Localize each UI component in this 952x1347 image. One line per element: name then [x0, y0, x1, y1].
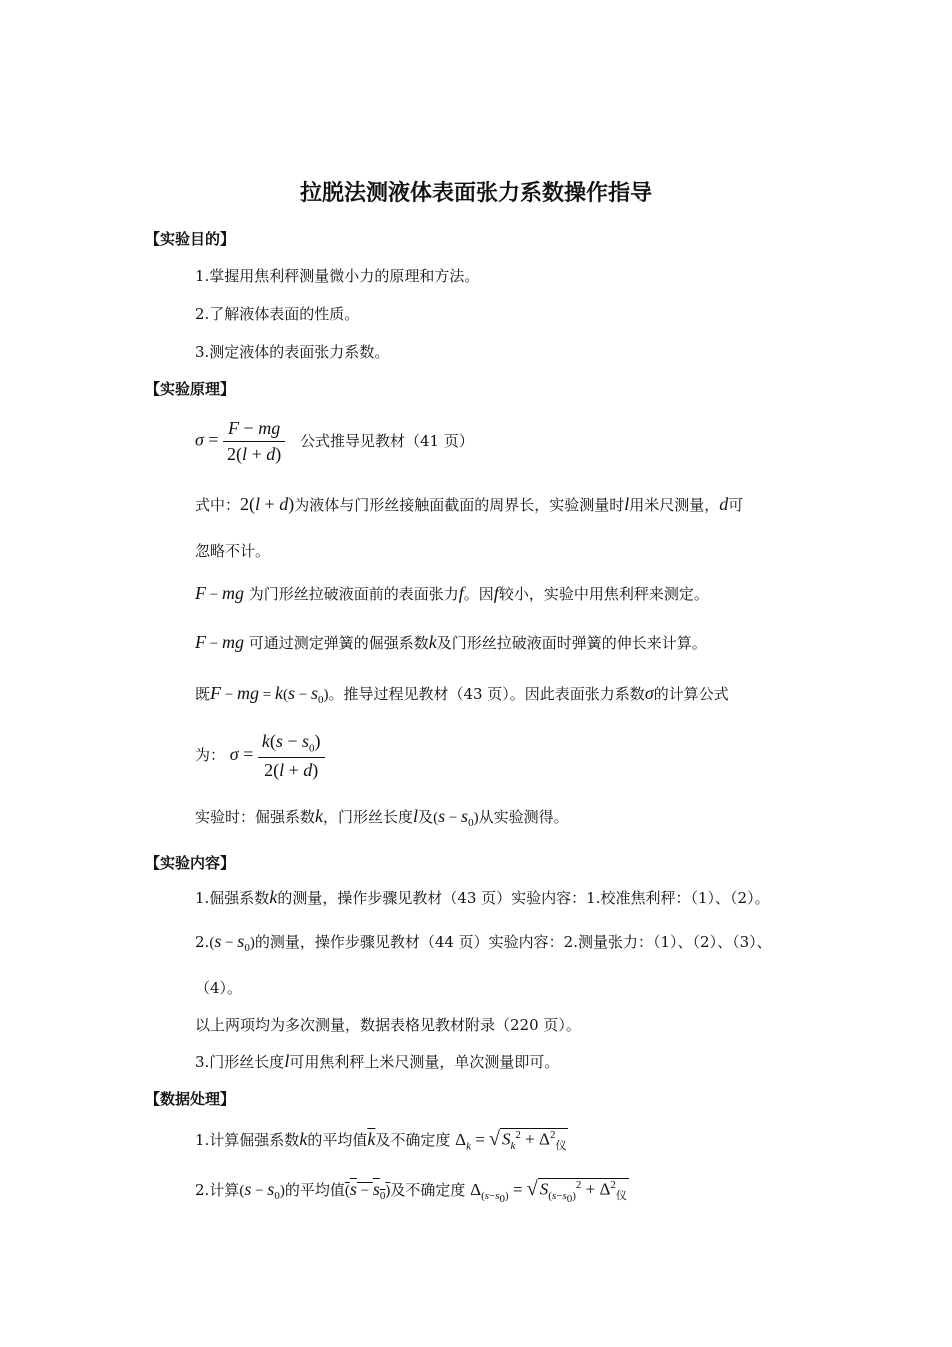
content-item-1: 1.倔强系数k的测量，操作步骤见教材（43 页）实验内容：1.校准焦利秤：（1）、（2）。 — [195, 887, 770, 907]
data-item-1: 1.计算倔强系数k的平均值$\overline{k}$及不确定度 $\Delta_k$ = √ $S_k^2 + \Delta^2_仪$ — [195, 1128, 567, 1153]
principle-paragraph-2: F − mg 为门形丝拉破液面前的表面张力f。因f较小，实验中用焦利秤来测定。 — [195, 583, 709, 603]
formula-sigma-main: σ = $\frac{F - mg}{2(l + d)}$ 公式推导见教材（41 页） — [195, 418, 474, 464]
purpose-item-1: 1.掌握用焦利秤测量微小力的原理和方法。 — [195, 267, 480, 285]
sigma-fraction-2: $\frac{k(s - s_0)}{2(l + d)}$ — [258, 731, 325, 781]
principle-paragraph-3: F − mg 可通过测定弹簧的倔强系数k及门形丝拉破液面时弹簧的伸长来计算。 — [195, 632, 707, 652]
purpose-item-2: 2.了解液体表面的性质。 — [195, 305, 360, 323]
principle-paragraph-1: 式中：2(l + d)为液体与门形丝接触面截面的周界长，实验测量时l用米尺测量，d可 — [195, 494, 744, 514]
formula-note: 公式推导见教材（41 页） — [300, 431, 474, 450]
section-heading-purpose: 【实验目的】 — [145, 230, 236, 248]
purpose-item-3: 3.测定液体的表面张力系数。 — [195, 343, 390, 361]
content-item-3: 3.门形丝长度l可用焦利秤上米尺测量，单次测量即可。 — [195, 1051, 560, 1071]
content-item-2-cont: （4）。 — [195, 979, 243, 997]
data-item-2: 2.计算$(s - s_0)$的平均值$(s - s_0)$及不确定度 $\Delta_{(s-s_0)}$ = √ $S_{(s-s_0)}^2 + \Delta^2_仪$ — [195, 1178, 627, 1206]
page-title: 拉脱法测液体表面张力系数操作指导 — [299, 181, 652, 206]
principle-paragraph-6: 实验时：倔强系数k，门形丝长度l及$(s - s_0)$从实验测得。 — [195, 806, 569, 829]
section-heading-data-processing: 【数据处理】 — [145, 1090, 236, 1108]
principle-paragraph-1-cont: 忽略不计。 — [195, 542, 271, 560]
content-item-2: $2.(s - s_0)$的测量，操作步骤见教材（44 页）实验内容：2.测量张力：（1）、（2）、（3）、 — [195, 931, 772, 954]
section-heading-content: 【实验内容】 — [145, 854, 236, 872]
formula-sigma-k: 为： σ = $\frac{k(s - s_0)}{2(l + d)}$ — [195, 731, 325, 781]
content-note: 以上两项均为多次测量，数据表格见教材附录（220 页）。 — [195, 1016, 581, 1034]
principle-paragraph-4: 既F − mg = $k(s - s_0)$。推导过程见教材（43 页）。因此表面张力系数σ的计算公式 — [195, 683, 729, 706]
section-heading-principle: 【实验原理】 — [145, 380, 236, 398]
sigma-fraction-1: $\frac{F - mg}{2(l + d)}$ — [223, 418, 285, 465]
